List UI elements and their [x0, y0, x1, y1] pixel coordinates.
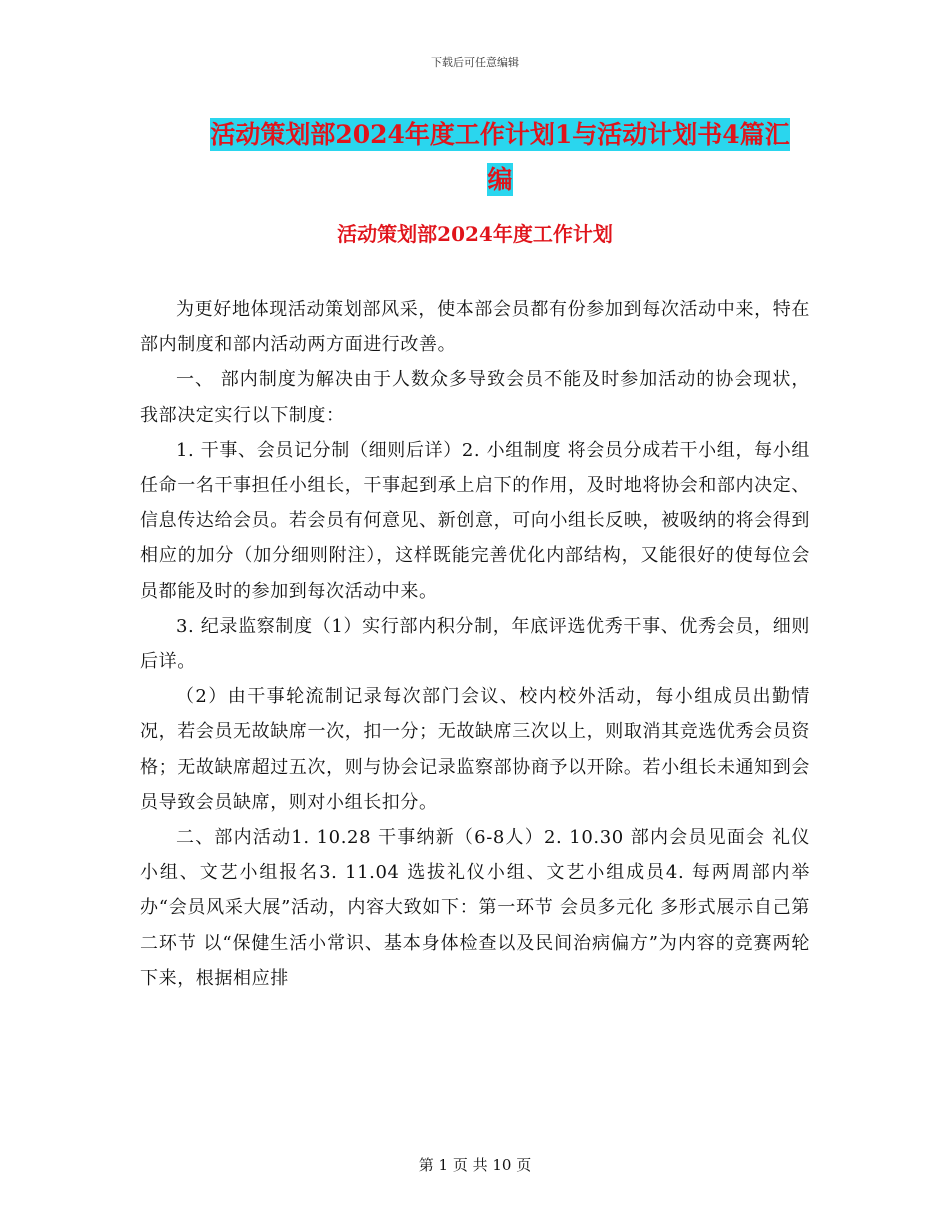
paragraph: 3. 纪录监察制度（1）实行部内积分制，年底评选优秀干事、优秀会员，细则后详。	[140, 615, 810, 673]
document-body	[140, 292, 810, 996]
document-title	[150, 112, 850, 202]
paragraph: 二、部内活动1. 10.28 干事纳新（6-8人）2. 10.30 部内会员见面会 礼仪小组、文艺小组报名3. 11.04 选拔礼仪小组、文艺小组成员4. 每两周部内举办“会员风采大展”活动，内容大致如下：第一环节 会员多元化 多形式展示自己第二环节 以“保健生活小常识、基本身体检查以及民间治病偏方”为内容的竞赛两轮下来，根据相应排	[140, 827, 810, 989]
page-number: 第 1 页 共 10 页	[418, 1156, 532, 1174]
document-title-line2: 编	[487, 165, 513, 194]
section-title: 活动策划部2024年度工作计划	[337, 222, 613, 246]
paragraph: 一、 部内制度为解决由于人数众多导致会员不能及时参加活动的协会现状，我部决定实行以下制度：	[140, 369, 810, 426]
paragraph: （2）由干事轮流制记录每次部门会议、校内校外活动，每小组成员出勤情况，若会员无故缺席一次，扣一分；无故缺席三次以上，则取消其竞选优秀会员资格；无故缺席超过五次，则与协会记录监察部协商予以开除。若小组长未通知到会员导致会员缺席，则对小组长扣分。	[140, 686, 810, 813]
paragraph: 1. 干事、会员记分制（细则后详）2. 小组制度 将会员分成若干小组，每小组任命一名干事担任小组长，干事起到承上启下的作用，及时地将协会和部内决定、信息传达给会员。若会员有何意见、新创意，可向小组长反映，被吸纳的将会得到相应的加分（加分细则附注），这样既能完善优化内部结构，又能很好的使每位会员都能及时的参加到每次活动中来。	[140, 439, 810, 602]
header-note: 下载后可任意编辑	[431, 56, 519, 69]
paragraph: 为更好地体现活动策划部风采，使本部会员都有份参加到每次活动中来，特在部内制度和部内活动两方面进行改善。	[140, 299, 810, 356]
document-title-line1: 活动策划部2024年度工作计划1与活动计划书4篇汇	[210, 120, 790, 149]
